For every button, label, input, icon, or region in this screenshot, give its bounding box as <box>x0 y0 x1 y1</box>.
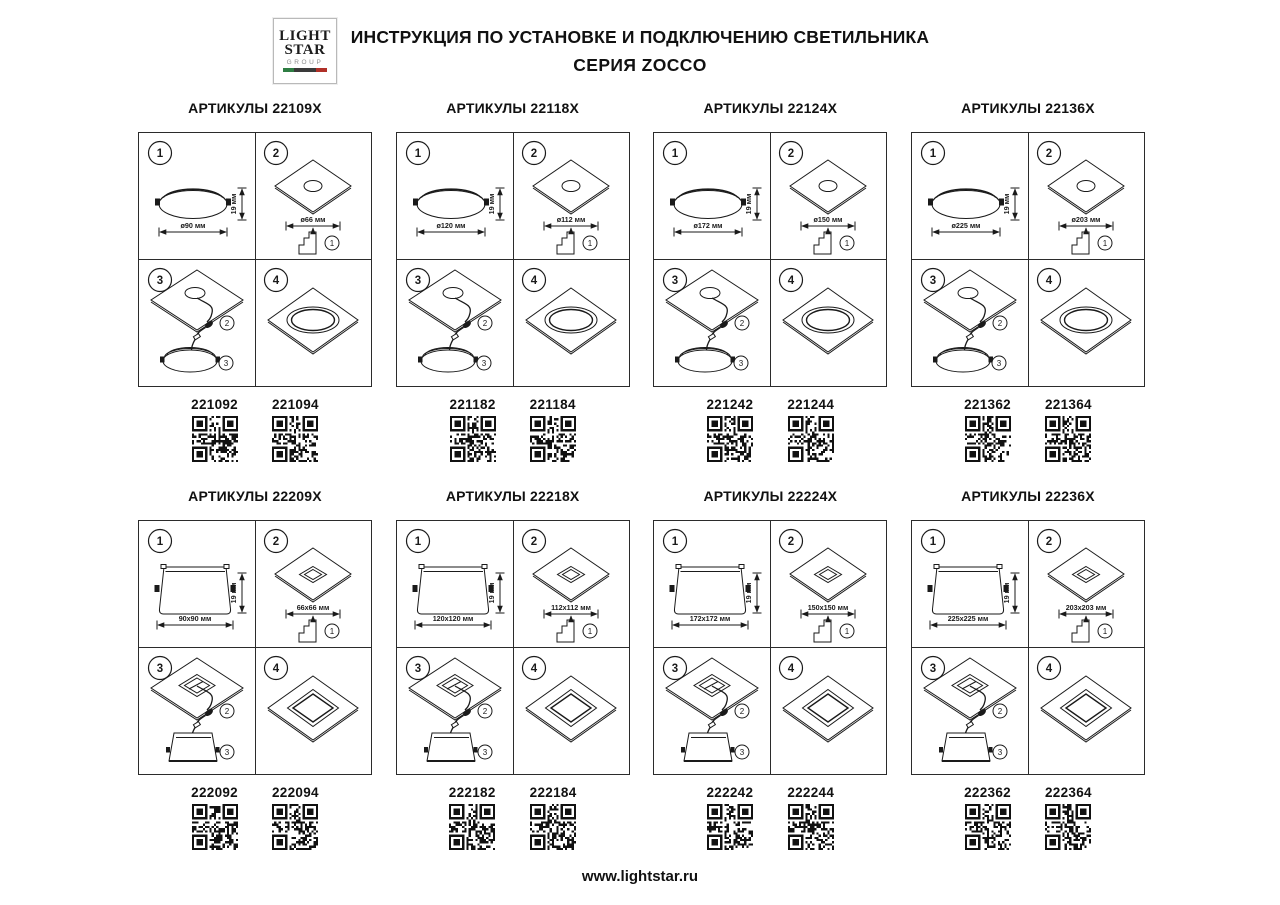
installed-round-lamp-view <box>526 288 616 354</box>
article-codes <box>396 397 630 462</box>
callout-3-badge <box>734 356 748 370</box>
svg-text:3: 3 <box>929 275 937 287</box>
installed-square-lamp-view <box>783 676 873 742</box>
article-number: 222184 <box>529 785 577 800</box>
cutout-label: ø203 мм <box>1071 215 1101 224</box>
callout-2-badge <box>220 704 234 718</box>
svg-text:4: 4 <box>788 275 795 287</box>
step-number-badge <box>149 142 172 165</box>
step-3-wiring <box>397 648 514 774</box>
height-label: 19 мм <box>1001 582 1011 604</box>
article-number: 221092 <box>191 397 238 412</box>
article-number: 222362 <box>964 785 1011 800</box>
svg-text:2: 2 <box>997 318 1003 328</box>
step-3-wiring <box>397 260 514 386</box>
product-panel <box>138 488 372 850</box>
lightstar-logo <box>273 18 337 84</box>
installation-steps-grid <box>911 520 1145 775</box>
svg-text:1: 1 <box>414 148 421 160</box>
svg-text:2: 2 <box>482 318 487 328</box>
step-4-installed <box>255 648 371 774</box>
step-1-lamp-dimensions <box>397 133 514 260</box>
step-1-lamp-dimensions <box>912 521 1029 648</box>
step-number-badge <box>664 657 687 680</box>
svg-text:3: 3 <box>996 358 1002 368</box>
step-3-wiring <box>654 648 771 774</box>
callout-3-badge <box>992 356 1006 370</box>
callout-2-badge <box>735 704 749 718</box>
step-number-badge <box>664 142 687 165</box>
panels-grid <box>0 96 1280 850</box>
logo-text-light: LIGHT <box>279 27 331 44</box>
qr-code <box>450 416 496 462</box>
step-4-installed <box>1028 260 1144 386</box>
installed-round-lamp-view <box>1041 288 1131 354</box>
qr-code <box>530 416 576 462</box>
step-number-badge <box>921 657 944 680</box>
step-2-cutout-dimensions <box>255 133 371 260</box>
step-number-badge <box>1037 657 1060 680</box>
svg-text:1: 1 <box>329 238 335 248</box>
step-number-badge <box>921 142 944 165</box>
svg-text:4: 4 <box>272 663 280 675</box>
step-number-badge <box>921 269 944 292</box>
svg-text:4: 4 <box>272 275 280 287</box>
ceiling-tile-round-hole <box>790 160 866 254</box>
diameter-label: ø225 мм <box>951 221 981 230</box>
step-4-installed <box>1028 648 1144 774</box>
article-number: 221184 <box>529 397 576 412</box>
installation-steps-grid <box>653 132 887 387</box>
cutout-label: 150x150 мм <box>808 603 849 612</box>
logo-text-group: GROUP <box>286 59 324 67</box>
svg-text:2: 2 <box>740 706 745 716</box>
height-label: 19 мм <box>1001 193 1011 215</box>
callout-3-badge <box>219 356 233 370</box>
step-3-wiring <box>912 648 1029 774</box>
step-1-lamp-dimensions <box>912 133 1029 260</box>
article-number: 221362 <box>964 397 1011 412</box>
installed-square-lamp-view <box>526 676 616 742</box>
website-url: www.lightstar.ru <box>581 868 699 885</box>
svg-text:4: 4 <box>1045 275 1053 287</box>
svg-text:3: 3 <box>223 358 229 368</box>
size-label: 172x172 мм <box>690 614 731 623</box>
step-number-badge <box>780 142 803 165</box>
panel-title: АРТИКУЛЫ 22209X <box>188 488 322 504</box>
svg-text:3: 3 <box>740 747 745 757</box>
ceiling-tile-round-hole <box>1048 160 1124 254</box>
step-number-badge <box>406 657 429 680</box>
product-panel <box>396 488 630 850</box>
callout-1-badge <box>325 624 339 638</box>
panel-title: АРТИКУЛЫ 22218X <box>445 488 580 504</box>
qr-code <box>1045 804 1091 850</box>
qr-code <box>788 804 834 850</box>
step-number-badge <box>664 269 687 292</box>
svg-text:1: 1 <box>329 626 335 636</box>
svg-text:3: 3 <box>224 747 230 757</box>
panels-area <box>0 96 1280 850</box>
installed-round-lamp-view <box>783 288 873 354</box>
cutout-label: 203x203 мм <box>1065 603 1107 612</box>
flag-red-segment <box>316 68 327 72</box>
callout-2-badge <box>993 316 1007 330</box>
svg-text:2: 2 <box>530 536 537 548</box>
logo-text-star: STAR <box>284 41 326 58</box>
step-1-lamp-dimensions <box>654 521 771 648</box>
svg-text:1: 1 <box>156 536 164 548</box>
panel-title: АРТИКУЛЫ 22236X <box>961 488 1095 504</box>
svg-text:2: 2 <box>1045 148 1053 160</box>
step-1-lamp-dimensions <box>139 133 256 260</box>
callout-2-badge <box>993 704 1007 718</box>
svg-text:3: 3 <box>156 663 164 675</box>
article-number: 221364 <box>1044 397 1092 412</box>
article-item <box>964 785 1011 850</box>
callout-3-badge <box>735 745 749 759</box>
article-item <box>787 785 834 850</box>
callout-1-badge <box>840 624 854 638</box>
height-label: 19 мм <box>486 582 496 604</box>
article-item <box>191 397 238 462</box>
step-number-badge <box>265 530 288 553</box>
installed-round-lamp-view <box>268 288 358 354</box>
step-4-installed <box>770 260 886 386</box>
installation-steps-grid <box>138 520 372 775</box>
svg-text:3: 3 <box>672 663 679 675</box>
svg-text:1: 1 <box>587 626 592 636</box>
step-4-installed <box>513 648 629 774</box>
article-codes <box>138 397 372 462</box>
height-label: 19 мм <box>229 582 238 604</box>
svg-text:2: 2 <box>482 706 487 716</box>
step-2-cutout-dimensions <box>770 521 886 648</box>
step-3-wiring <box>139 260 256 386</box>
page-title-block <box>0 0 1280 76</box>
installation-steps-grid <box>396 520 630 775</box>
svg-text:1: 1 <box>1102 626 1108 636</box>
step-2-cutout-dimensions <box>1028 133 1144 260</box>
step-number-badge <box>149 530 172 553</box>
svg-text:4: 4 <box>1045 663 1053 675</box>
product-panel <box>911 488 1145 850</box>
article-number: 221242 <box>706 397 754 412</box>
header <box>0 0 1280 96</box>
article-item <box>1045 397 1092 462</box>
step-3-wiring <box>654 260 771 386</box>
svg-text:2: 2 <box>788 536 795 548</box>
installed-square-lamp-view <box>268 676 358 742</box>
installation-steps-grid <box>653 520 887 775</box>
qr-code <box>449 804 495 850</box>
article-number: 222182 <box>448 785 496 800</box>
step-4-installed <box>513 260 629 386</box>
svg-text:4: 4 <box>530 663 537 675</box>
step-number-badge <box>406 269 429 292</box>
callout-1-badge <box>1098 624 1112 638</box>
step-number-badge <box>1037 269 1060 292</box>
qr-code <box>1045 416 1091 462</box>
step-number-badge <box>265 657 288 680</box>
qr-code <box>192 804 238 850</box>
step-number-badge <box>522 657 545 680</box>
qr-code <box>530 804 576 850</box>
height-label: 19 мм <box>744 193 754 215</box>
step-number-badge <box>522 530 545 553</box>
step-number-badge <box>664 530 687 553</box>
article-number: 222094 <box>272 785 319 800</box>
product-panel <box>911 100 1145 462</box>
height-label: 19 мм <box>486 193 496 215</box>
svg-text:3: 3 <box>929 663 937 675</box>
qr-code <box>272 804 318 850</box>
callout-3-badge <box>477 356 491 370</box>
installation-steps-grid <box>138 132 372 387</box>
article-number: 221094 <box>272 397 319 412</box>
cutout-label: ø150 мм <box>813 215 843 224</box>
step-number-badge <box>1037 530 1060 553</box>
svg-text:2: 2 <box>740 318 745 328</box>
callout-2-badge <box>220 316 234 330</box>
qr-code <box>965 804 1011 850</box>
step-number-badge <box>265 269 288 292</box>
size-label: 90x90 мм <box>178 614 212 623</box>
svg-text:3: 3 <box>482 747 487 757</box>
article-item <box>787 397 834 462</box>
qr-code <box>788 416 834 462</box>
svg-text:3: 3 <box>739 358 744 368</box>
article-item <box>191 785 238 850</box>
callout-2-badge <box>478 316 492 330</box>
product-panel <box>653 100 887 462</box>
svg-text:1: 1 <box>672 148 679 160</box>
panel-title: АРТИКУЛЫ 22224X <box>703 488 838 504</box>
installed-square-lamp-view <box>1041 676 1131 742</box>
svg-text:1: 1 <box>1102 238 1108 248</box>
step-number-badge <box>149 269 172 292</box>
article-item <box>1045 785 1092 850</box>
callout-1-badge <box>1098 236 1112 250</box>
page-title: ИНСТРУКЦИЯ ПО УСТАНОВКЕ И ПОДКЛЮЧЕНИЮ СВЕТИЛЬНИКА <box>350 27 930 47</box>
article-item <box>272 397 319 462</box>
svg-text:3: 3 <box>414 275 421 287</box>
article-codes <box>653 785 887 850</box>
svg-text:2: 2 <box>224 318 230 328</box>
step-number-badge <box>149 657 172 680</box>
page-subtitle: СЕРИЯ ZOCCO <box>573 55 707 75</box>
step-number-badge <box>522 269 545 292</box>
ceiling-tile-square-hole <box>533 548 609 642</box>
article-number: 222244 <box>787 785 835 800</box>
svg-text:2: 2 <box>272 148 280 160</box>
flag-green-segment <box>283 68 294 72</box>
step-2-cutout-dimensions <box>513 133 629 260</box>
step-number-badge <box>406 142 429 165</box>
svg-text:3: 3 <box>414 663 421 675</box>
article-number: 222364 <box>1044 785 1092 800</box>
qr-code <box>707 804 753 850</box>
height-label: 19 мм <box>744 582 754 604</box>
svg-text:2: 2 <box>272 536 280 548</box>
step-2-cutout-dimensions <box>255 521 371 648</box>
article-item <box>706 785 753 850</box>
callout-1-badge <box>325 236 339 250</box>
step-number-badge <box>265 142 288 165</box>
article-item <box>450 397 496 462</box>
svg-text:1: 1 <box>414 536 421 548</box>
ceiling-tile-round-hole <box>275 160 351 254</box>
ceiling-tile-square-hole <box>1048 548 1124 642</box>
article-codes <box>138 785 372 850</box>
svg-text:4: 4 <box>530 275 537 287</box>
panel-title: АРТИКУЛЫ 22136X <box>961 100 1095 116</box>
installation-steps-grid <box>396 132 630 387</box>
svg-text:1: 1 <box>672 536 679 548</box>
step-3-wiring <box>912 260 1029 386</box>
article-item <box>530 785 577 850</box>
size-label: 120x120 мм <box>432 614 473 623</box>
svg-text:2: 2 <box>224 706 230 716</box>
step-1-lamp-dimensions <box>139 521 256 648</box>
step-4-installed <box>255 260 371 386</box>
callout-1-badge <box>583 624 597 638</box>
ceiling-tile-round-hole <box>533 160 609 254</box>
svg-text:1: 1 <box>845 626 850 636</box>
svg-text:1: 1 <box>929 536 937 548</box>
ceiling-tile-square-hole <box>275 548 351 642</box>
qr-code <box>192 416 238 462</box>
callout-3-badge <box>993 745 1007 759</box>
step-number-badge <box>522 142 545 165</box>
footer <box>0 868 1280 885</box>
callout-2-badge <box>735 316 749 330</box>
panel-title: АРТИКУЛЫ 22109X <box>188 100 322 116</box>
article-codes <box>911 785 1145 850</box>
product-panel <box>653 488 887 850</box>
svg-text:1: 1 <box>845 238 850 248</box>
step-1-lamp-dimensions <box>397 521 514 648</box>
step-3-wiring <box>139 648 256 774</box>
cutout-label: ø66 мм <box>300 215 326 224</box>
article-item <box>706 397 753 462</box>
qr-code <box>707 416 753 462</box>
product-panel <box>396 100 630 462</box>
diameter-label: ø172 мм <box>693 221 723 230</box>
callout-3-badge <box>478 745 492 759</box>
svg-text:2: 2 <box>1045 536 1053 548</box>
article-item <box>449 785 496 850</box>
cutout-label: 66x66 мм <box>296 603 330 612</box>
step-2-cutout-dimensions <box>513 521 629 648</box>
svg-text:2: 2 <box>788 148 795 160</box>
step-number-badge <box>921 530 944 553</box>
article-item <box>964 397 1011 462</box>
callout-2-badge <box>478 704 492 718</box>
callout-1-badge <box>840 236 854 250</box>
svg-text:2: 2 <box>997 706 1003 716</box>
step-number-badge <box>1037 142 1060 165</box>
article-item <box>272 785 319 850</box>
article-number: 221244 <box>787 397 835 412</box>
step-4-installed <box>770 648 886 774</box>
height-label: 19 мм <box>229 193 238 215</box>
article-number: 222092 <box>191 785 238 800</box>
svg-text:3: 3 <box>672 275 679 287</box>
article-codes <box>911 397 1145 462</box>
size-label: 225x225 мм <box>947 614 989 623</box>
article-number: 222242 <box>706 785 754 800</box>
step-number-badge <box>780 530 803 553</box>
article-codes <box>653 397 887 462</box>
article-codes <box>396 785 630 850</box>
step-2-cutout-dimensions <box>1028 521 1144 648</box>
diameter-label: ø90 мм <box>180 221 206 230</box>
cutout-label: ø112 мм <box>556 215 585 224</box>
callout-1-badge <box>583 236 597 250</box>
step-1-lamp-dimensions <box>654 133 771 260</box>
svg-text:3: 3 <box>997 747 1003 757</box>
cutout-label: 112x112 мм <box>550 603 591 612</box>
product-panel <box>138 100 372 462</box>
logo-flag-bar <box>283 68 327 72</box>
svg-text:3: 3 <box>481 358 486 368</box>
panel-title: АРТИКУЛЫ 22118X <box>446 100 580 116</box>
svg-text:4: 4 <box>788 663 795 675</box>
callout-3-badge <box>220 745 234 759</box>
svg-text:1: 1 <box>587 238 592 248</box>
diameter-label: ø120 мм <box>436 221 466 230</box>
panel-title: АРТИКУЛЫ 22124X <box>703 100 838 116</box>
step-2-cutout-dimensions <box>770 133 886 260</box>
step-number-badge <box>406 530 429 553</box>
step-number-badge <box>780 657 803 680</box>
flag-dark-segment <box>294 68 316 72</box>
qr-code <box>272 416 318 462</box>
installation-steps-grid <box>911 132 1145 387</box>
step-number-badge <box>780 269 803 292</box>
ceiling-tile-square-hole <box>790 548 866 642</box>
svg-text:1: 1 <box>156 148 164 160</box>
svg-text:2: 2 <box>530 148 537 160</box>
article-item <box>530 397 576 462</box>
svg-text:3: 3 <box>156 275 164 287</box>
qr-code <box>965 416 1011 462</box>
article-number: 221182 <box>449 397 496 412</box>
svg-text:1: 1 <box>929 148 937 160</box>
